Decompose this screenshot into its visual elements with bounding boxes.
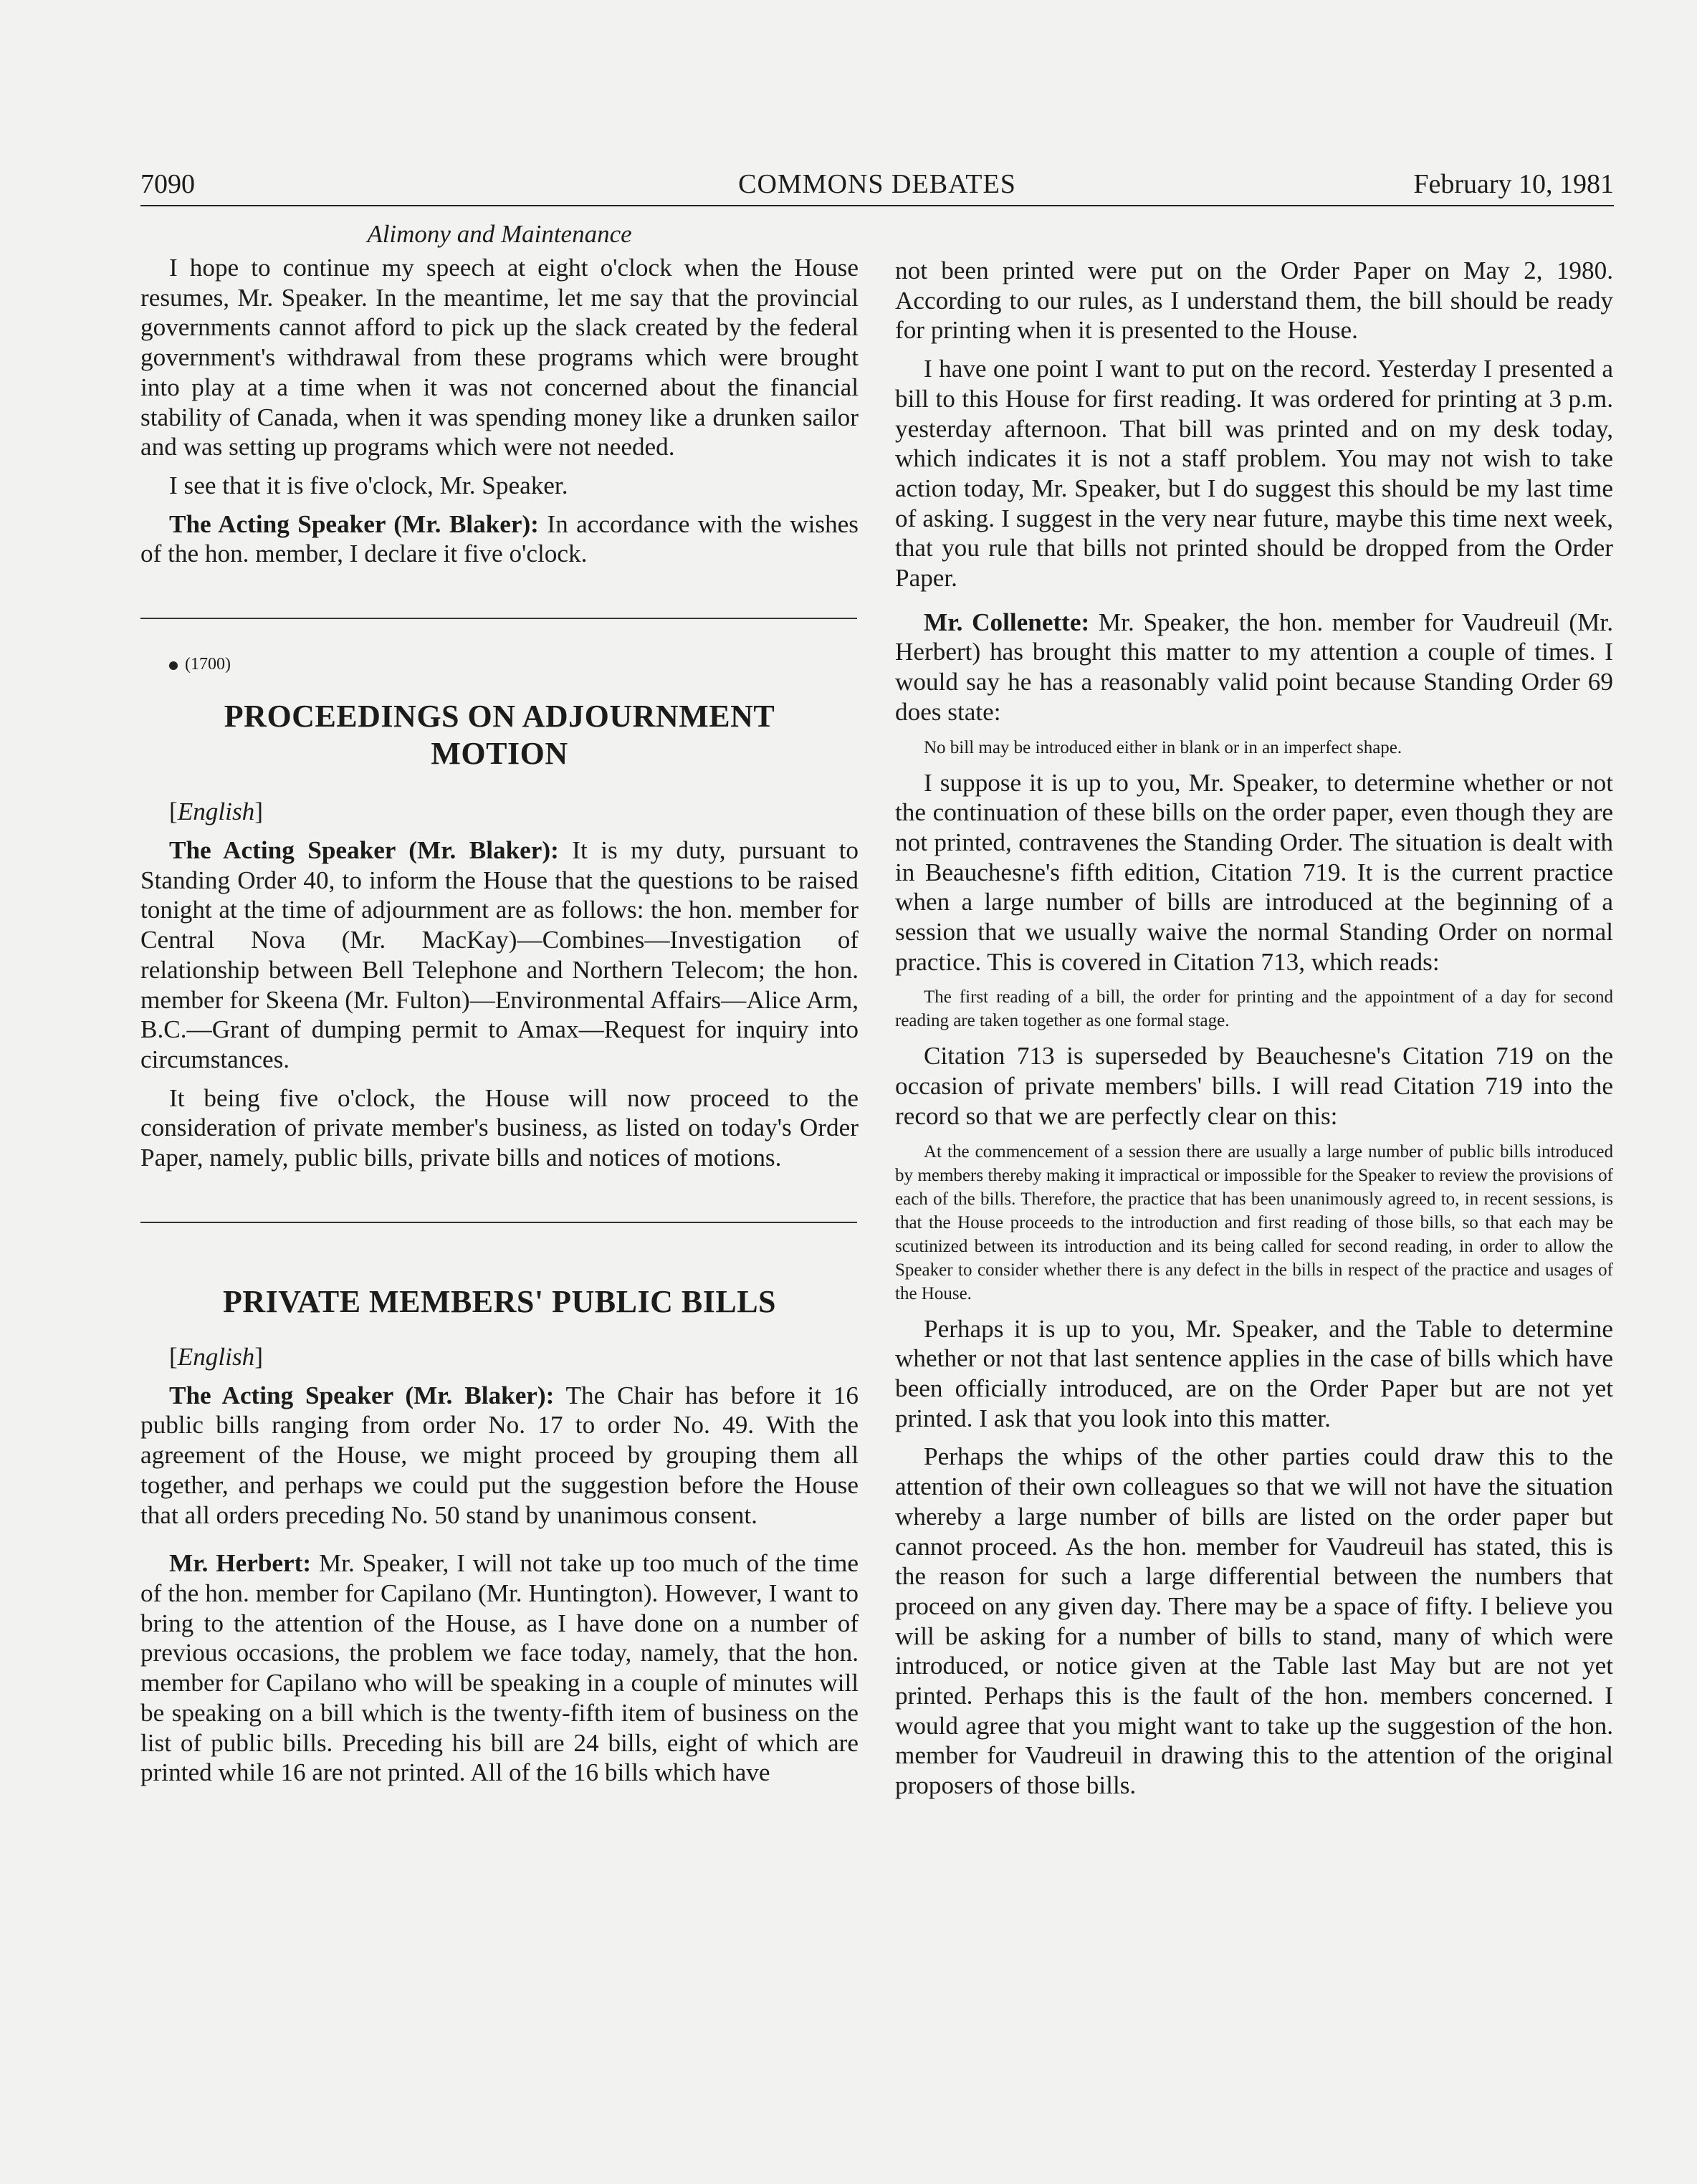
language-label: English xyxy=(177,1342,255,1371)
speech-text: Mr. Speaker, the hon. member for Vaudreuil (Mr. Herbert) has brought this matter to my attention a couple of times. I would say he has a reasonably valid point because Standing Order 69 does state: xyxy=(895,608,1614,726)
page-date: February 10, 1981 xyxy=(1413,169,1614,199)
time-marker xyxy=(140,653,859,675)
speech-text: The Chair has before it 16 public bills ranging from order No. 17 to order No. 49. With the agreement of the House, we might proceed by grouping them all together, and perhaps we could put the suggestion before the House that all orders preceding No. 50 stand by unanimous consent. xyxy=(140,1381,859,1529)
page-header xyxy=(140,166,1614,206)
quotation: At the commencement of a session there are usually a large number of public bills introduced by members thereby making it impractical or impossible for the Speaker to review the provisions of each of the bills. Therefore, the practice that has been unanimously agreed to, in recent sessions, is that the House proceeds to the introduction and first reading of those bills, so that each may be scutinized between its introduction and its being called for second reading, in order to allow the Speaker to consider whether there is any defect in the bills in respect of the practice and usages of the House. xyxy=(895,1141,1613,1303)
running-head: Alimony and Maintenance xyxy=(367,220,632,248)
paragraph: I hope to continue my speech at eight o'clock when the House resumes, Mr. Speaker. In the meantime, let me say that the provincial governments cannot afford to pick up the slack created by the federal government's withdrawal from these programs which were brought into play at a time when it was not concerned about the financial stability of Canada, when it was spending money like a drunken sailor and was setting up programs which were not needed. xyxy=(140,254,859,461)
speaker-name: The Acting Speaker (Mr. Blaker): xyxy=(169,836,559,865)
paragraph: It being five o'clock, the House will now proceed to the consideration of private member's business, as listed on today's Order Paper, namely, public bills, private bills and notices of motions. xyxy=(140,1083,859,1172)
paragraph: Citation 713 is superseded by Beauchesne's Citation 719 on the occasion of private members' bills. I will read Citation 719 into the record so that we are perfectly clear on this: xyxy=(895,1042,1613,1130)
paragraph xyxy=(140,1548,859,1788)
page-number: 7090 xyxy=(140,169,195,199)
speaker-name: Mr. Herbert: xyxy=(169,1549,312,1578)
language-tag: [English] xyxy=(169,1342,263,1371)
right-column xyxy=(895,219,1613,1809)
section-heading xyxy=(140,698,859,772)
paragraph: Perhaps the whips of the other parties could draw this to the attention of their own colleagues so that we will not have the situation whereby a large number of bills are listed on the order paper but cannot proceed. As the hon. member for Vaudreuil has stated, this is the reason for such a large differential between the numbers that proceed on any given day. There may be a space of fifty. I believe you will be asking for a number of bills to stand, many of which were introduced, or notice given at the Table last May but are not yet printed. Perhaps this is the fault of the hon. members concerned. I would agree that you might want to take up the suggestion of the hon. member for Vaudreuil in drawing this to the attention of the original proposers of those bills. xyxy=(895,1442,1613,1800)
paragraph: I suppose it is up to you, Mr. Speaker, to determine whether or not the continuation of these bills on the order paper, even though they are not printed, contravenes the Standing Order. The situation is dealt with in Beauchesne's fifth edition, Citation 719. It is the current practice when a large number of bills are introduced at the beginning of a session that we usually waive the normal Standing Order on normal practice. This is covered in Citation 713, which reads: xyxy=(895,768,1613,976)
speech-text: It is my duty, pursuant to Standing Order 40, to inform the House that the questions to be raised tonight at the time of adjournment are as follows: the hon. member for Central Nova (Mr. MacKay)—Combines—Investigation of relationship between Bell Telephone and Northern Telecom; the hon. member for Skeena (Mr. Fulton)—Environmental Affairs—Alice Arm, B.C.—Grant of dumping permit to Amax—Request for inquiry into circumstances. xyxy=(140,836,859,1073)
paragraph xyxy=(140,835,859,1075)
paragraph: I see that it is five o'clock, Mr. Speaker. xyxy=(169,471,568,499)
section-heading-line: PROCEEDINGS ON ADJOURNMENT xyxy=(224,699,775,734)
speech-text: In accordance with the wishes of the hon. member, I declare it five o'clock. xyxy=(140,509,859,568)
paragraph xyxy=(895,608,1613,727)
quotation: The first reading of a bill, the order for printing and the appointment of a day for second reading are taken together as one formal stage. xyxy=(895,987,1613,1031)
speaker-name: The Acting Speaker (Mr. Blaker): xyxy=(169,1381,555,1409)
section-heading-line: MOTION xyxy=(431,736,568,772)
speaker-name: Mr. Collenette: xyxy=(924,608,1090,636)
publication-title: COMMONS DEBATES xyxy=(738,169,1016,199)
paragraph: not been printed were put on the Order Paper on May 2, 1980. According to our rules, as I understand them, the bill should be ready for printing when it is presented to the House. xyxy=(895,257,1613,345)
language-label: English xyxy=(177,798,255,826)
paragraph xyxy=(140,509,859,569)
paragraph xyxy=(140,1381,859,1531)
section-heading: PRIVATE MEMBERS' PUBLIC BILLS xyxy=(222,1283,777,1319)
speaker-name: The Acting Speaker (Mr. Blaker): xyxy=(169,509,539,538)
speech-text: Mr. Speaker, I will not take up too much of the time of the hon. member for Capilano (Mr. Huntington). However, I want to bring to the attention of the House, as I have done on a number of previous occasions, the problem we face today, namely, that the hon. member for Capilano who will be speaking in a couple of minutes will be speaking on a bill which is the twenty-fifth item of business on the list of public bills. Preceding his bill are 24 bills, eight of which are printed while 16 are not printed. All of the 16 bills which have xyxy=(140,1549,859,1787)
paragraph: I have one point I want to put on the record. Yesterday I presented a bill to this House for first reading. It was ordered for printing at 3 p.m. yesterday afternoon. That bill was printed and on my desk today, which indicates it is not a staff problem. You may not wish to take action today, Mr. Speaker, but I do suggest this should be my last time of asking. I suggest in the very near future, maybe this time next week, that you rule that bills not printed should be dropped from the Order Paper. xyxy=(895,355,1613,593)
quotation: No bill may be introduced either in blank or in an imperfect shape. xyxy=(924,737,1402,757)
bullet-icon xyxy=(169,661,178,670)
language-tag: [English] xyxy=(169,798,263,826)
time-marker-text: (1700) xyxy=(185,655,231,674)
paragraph: Perhaps it is up to you, Mr. Speaker, and the Table to determine whether or not that last sentence applies in the case of bills which have been officially introduced, are on the Order Paper but are not yet printed. I ask that you look into this matter. xyxy=(895,1314,1613,1432)
left-column xyxy=(140,219,859,1796)
